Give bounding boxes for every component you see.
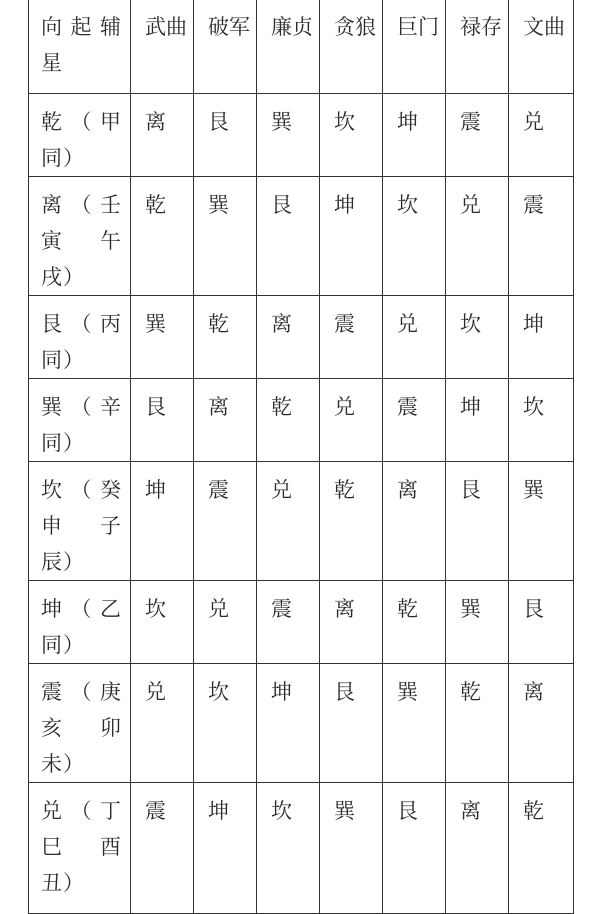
table-cell: 坤 <box>257 664 320 783</box>
table-cell: 震 <box>320 296 383 379</box>
table-cell: 坎 <box>383 177 446 296</box>
header-cell-pojun: 破军 <box>194 0 257 94</box>
table-cell: 乾 <box>446 664 509 783</box>
table-cell: 坤 <box>446 379 509 462</box>
table-cell: 艮 <box>383 783 446 914</box>
table-cell: 坎 <box>320 94 383 177</box>
header-cell-tanlang: 贪狼 <box>320 0 383 94</box>
table-cell: 坎 <box>131 581 194 664</box>
row-label-cell: 巽（辛同） <box>29 379 131 462</box>
table-cell: 离 <box>509 664 574 783</box>
table-cell: 巽 <box>446 581 509 664</box>
header-cell-jumen: 巨门 <box>383 0 446 94</box>
table-cell: 震 <box>131 783 194 914</box>
table-cell: 巽 <box>194 177 257 296</box>
table-cell: 离 <box>320 581 383 664</box>
table-cell: 巽 <box>131 296 194 379</box>
table-cell: 巽 <box>320 783 383 914</box>
header-cell-wuqu: 武曲 <box>131 0 194 94</box>
table-cell: 兑 <box>320 379 383 462</box>
table-cell: 坎 <box>509 379 574 462</box>
table-cell: 巽 <box>383 664 446 783</box>
table-cell: 乾 <box>509 783 574 914</box>
row-label-cell: 兑（丁巳 酉丑） <box>29 783 131 914</box>
header-cell-lucun: 禄存 <box>446 0 509 94</box>
table-cell: 坤 <box>383 94 446 177</box>
table-row <box>29 94 574 177</box>
table-row <box>29 581 574 664</box>
table-cell: 震 <box>257 581 320 664</box>
row-label-cell: 震（庚亥 卯未） <box>29 664 131 783</box>
table-cell: 坤 <box>509 296 574 379</box>
table-cell: 艮 <box>194 94 257 177</box>
table-cell: 艮 <box>446 462 509 581</box>
star-direction-table <box>28 0 574 914</box>
row-label-cell: 乾（甲同） <box>29 94 131 177</box>
table-row <box>29 177 574 296</box>
table-cell: 艮 <box>320 664 383 783</box>
table-row <box>29 783 574 914</box>
row-label-cell: 坤（乙同） <box>29 581 131 664</box>
table-cell: 乾 <box>320 462 383 581</box>
table-cell: 坎 <box>257 783 320 914</box>
table-cell: 艮 <box>131 379 194 462</box>
table-cell: 乾 <box>131 177 194 296</box>
table-cell: 艮 <box>257 177 320 296</box>
table-row <box>29 462 574 581</box>
row-label-cell: 坎（癸申 子辰） <box>29 462 131 581</box>
table-cell: 震 <box>383 379 446 462</box>
table-cell: 震 <box>194 462 257 581</box>
table-cell: 离 <box>194 379 257 462</box>
table-cell: 离 <box>257 296 320 379</box>
table-cell: 离 <box>383 462 446 581</box>
table-cell: 乾 <box>383 581 446 664</box>
table-cell: 乾 <box>257 379 320 462</box>
table-cell: 兑 <box>194 581 257 664</box>
row-label-cell: 离（壬寅 午戌） <box>29 177 131 296</box>
table-cell: 坤 <box>320 177 383 296</box>
table-cell: 兑 <box>131 664 194 783</box>
table-cell: 兑 <box>446 177 509 296</box>
table-cell: 离 <box>446 783 509 914</box>
table-cell: 兑 <box>257 462 320 581</box>
table-cell: 离 <box>131 94 194 177</box>
table-cell: 巽 <box>509 462 574 581</box>
table-header-row <box>29 0 574 94</box>
table-row <box>29 296 574 379</box>
header-cell-wenqu: 文曲 <box>509 0 574 94</box>
table-cell: 兑 <box>509 94 574 177</box>
row-label-cell: 艮（丙同） <box>29 296 131 379</box>
table-cell: 坤 <box>194 783 257 914</box>
header-corner-cell: 向起辅星 <box>29 0 131 94</box>
table-cell: 艮 <box>509 581 574 664</box>
table-cell: 巽 <box>257 94 320 177</box>
table-cell: 坎 <box>446 296 509 379</box>
table-row <box>29 664 574 783</box>
table-row <box>29 379 574 462</box>
header-cell-lianzhen: 廉贞 <box>257 0 320 94</box>
table-cell: 坎 <box>194 664 257 783</box>
table-cell: 兑 <box>383 296 446 379</box>
table-cell: 震 <box>446 94 509 177</box>
table-cell: 乾 <box>194 296 257 379</box>
table-cell: 坤 <box>131 462 194 581</box>
table-cell: 震 <box>509 177 574 296</box>
